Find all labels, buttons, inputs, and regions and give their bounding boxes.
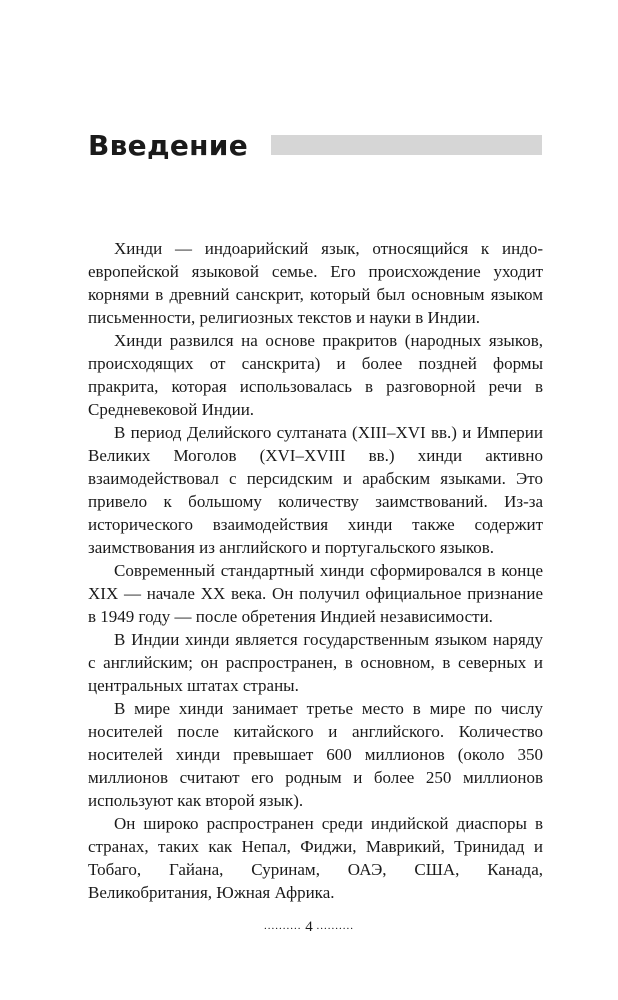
chapter-heading: [88, 126, 544, 166]
body-text: [88, 237, 543, 904]
folio-dots-right: ..........: [316, 920, 354, 932]
paragraph-official-status: В Индии хинди является государственным языком наряду с английским; он распространен, в основном, в северных и центральных штатах страны.: [88, 630, 543, 695]
paragraph-borrowings: В период Делийского султаната (XIII–XVI вв.) и Империи Великих Моголов (XVI–XVIII вв.) хинди активно взаимодействовал с персидским и арабским языками. Это привело к большому количеству заимствований. Из-за исторического взаимодействия хинди также содержит заимствования из английского и португальского языков.: [88, 423, 543, 557]
paragraph-prakrits: Хинди развился на основе пракритов (народных языков, происходящих от санскрита) и более поздней формы пракрита, которая использовалась в разговорной речи в Средневековой Индии.: [88, 331, 543, 419]
paragraph-modern-standard: Современный стандартный хинди сформировался в конце XIX — начале XX века. Он получил официальное признание в 1949 году — после обретения Индией независимости.: [88, 561, 543, 626]
page-number: 4: [305, 919, 313, 935]
title-decorative-bar: [271, 135, 542, 155]
chapter-title: Введение: [88, 129, 249, 162]
page-footer: [0, 916, 618, 937]
paragraph-diaspora: Он широко распространен среди индийской диаспоры в странах, таких как Непал, Фиджи, Маврикий, Тринидад и Тобаго, Гайана, Суринам, ОАЭ, США, Канада, Великобритания, Южная Африка.: [88, 814, 543, 902]
folio-dots-left: ..........: [264, 920, 302, 932]
paragraph-origin: Хинди — индоарийский язык, относящийся к индоевропейской языковой семье. Его происхождение уходит корнями в древний санскрит, который был основным языком письменности, религиозных текстов и науки в Индии.: [88, 239, 543, 327]
paragraph-speakers: В мире хинди занимает третье место в мире по числу носителей после китайского и английского. Количество носителей хинди превышает 600 миллионов (около 350 миллионов считают его родным и более 250 миллионов используют как второй язык).: [88, 699, 543, 810]
